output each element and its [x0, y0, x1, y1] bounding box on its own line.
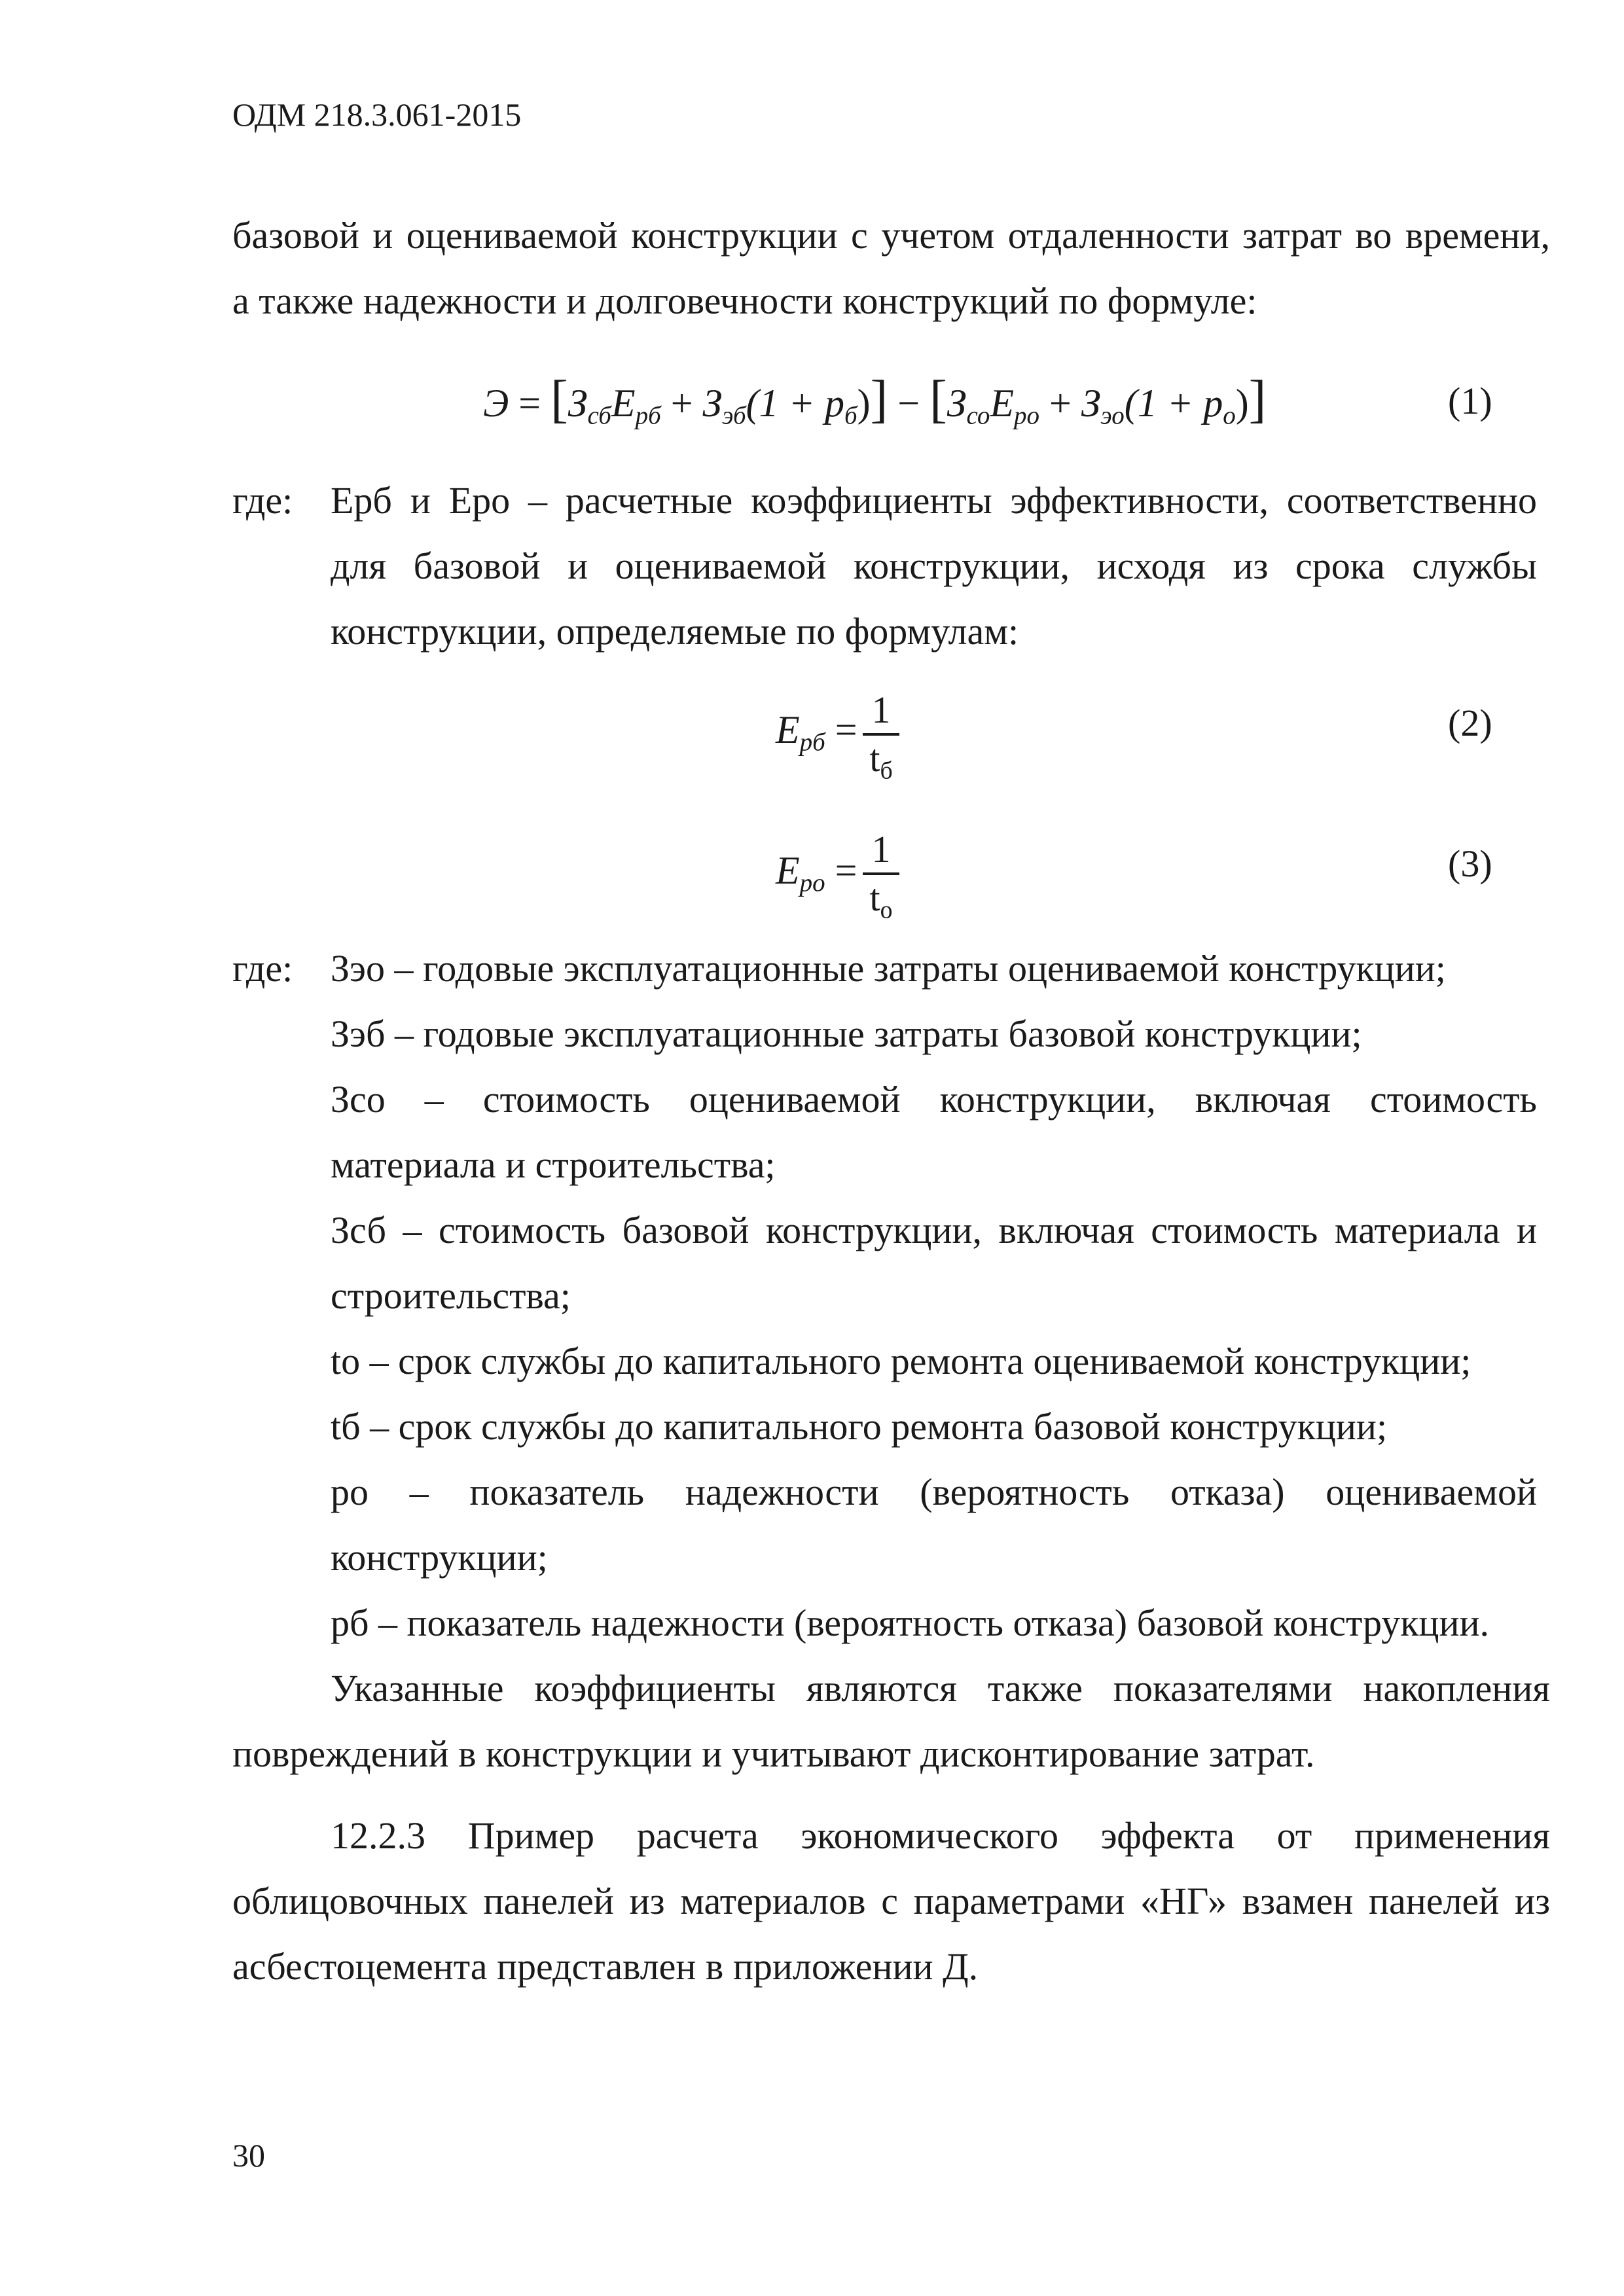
where2-line-5: Зсб – стоимость базовой конструкции, включая стоимость материала и: [331, 1209, 1537, 1251]
page-number: 30: [232, 2137, 265, 2174]
where1-line-2: для базовой и оцениваемой конструкции, исходя из срока службы: [331, 545, 1537, 587]
intro-line-1: базовой и оцениваемой конструкции с учетом отдаленности затрат во времени,: [232, 214, 1550, 257]
formula-3-fraction: 1 $t_о$: [863, 827, 899, 921]
where2-line-9: pо – показатель надежности (вероятность отказа) оцениваемой: [331, 1471, 1537, 1513]
where2-line-11: pб – показатель надежности (вероятность отказа) базовой конструкции.: [331, 1602, 1490, 1644]
formula-2-lhs: $E_{рб}$ =: [776, 708, 857, 757]
where2-line-7: tо – срок службы до капитального ремонта оцениваемой конструкции;: [331, 1340, 1471, 1382]
document-code: ОДМ 218.3.061-2015: [232, 96, 522, 133]
where2-line-8: tб – срок службы до капитального ремонта базовой конструкции;: [331, 1405, 1388, 1448]
where-label-2: где:: [232, 947, 293, 990]
formula-3-lhs: $E_{ро}$ =: [776, 849, 857, 897]
formula-1-number: (1): [1448, 380, 1492, 422]
coeff-paragraph-line-2: повреждений в конструкции и учитывают дисконтирование затрат.: [232, 1732, 1315, 1775]
where2-line-4: материала и строительства;: [331, 1143, 776, 1186]
where2-line-10: конструкции;: [331, 1536, 548, 1579]
formula-2-number: (2): [1448, 702, 1492, 744]
where1-line-1: Ерб и Еро – расчетные коэффициенты эффективности, соответственно: [331, 479, 1537, 522]
formula-2-fraction: 1 $t_б$: [863, 687, 899, 781]
example-paragraph-line-3: асбестоцемента представлен в приложении Д.: [232, 1945, 979, 1988]
formula-3-number: (3): [1448, 842, 1492, 885]
where2-line-1: Зэо – годовые эксплуатационные затраты оцениваемой конструкции;: [331, 947, 1446, 990]
where-label-1: где:: [232, 479, 293, 522]
formula-1: $Э = [З_{сб}E_{рб} + З_{эб}(1 + p_б)] - [З_{со}E_{ро} + З_{эо}(1 + p_о)]$: [483, 370, 1267, 430]
where1-line-3: конструкции, определяемые по формулам:: [331, 610, 1019, 653]
example-paragraph-line-2: облицовочных панелей из материалов с параметрами «НГ» взамен панелей из: [232, 1880, 1550, 1922]
coeff-paragraph-line-1: Указанные коэффициенты являются также показателями накопления: [331, 1667, 1550, 1710]
where2-line-2: Зэб – годовые эксплуатационные затраты базовой конструкции;: [331, 1013, 1362, 1055]
where2-line-6: строительства;: [331, 1274, 571, 1317]
where2-line-3: Зсо – стоимость оцениваемой конструкции, включая стоимость: [331, 1078, 1537, 1121]
intro-line-2: а также надежности и долговечности конструкций по формуле:: [232, 279, 1257, 322]
example-paragraph-line-1: 12.2.3 Пример расчета экономического эффекта от применения: [331, 1814, 1550, 1857]
